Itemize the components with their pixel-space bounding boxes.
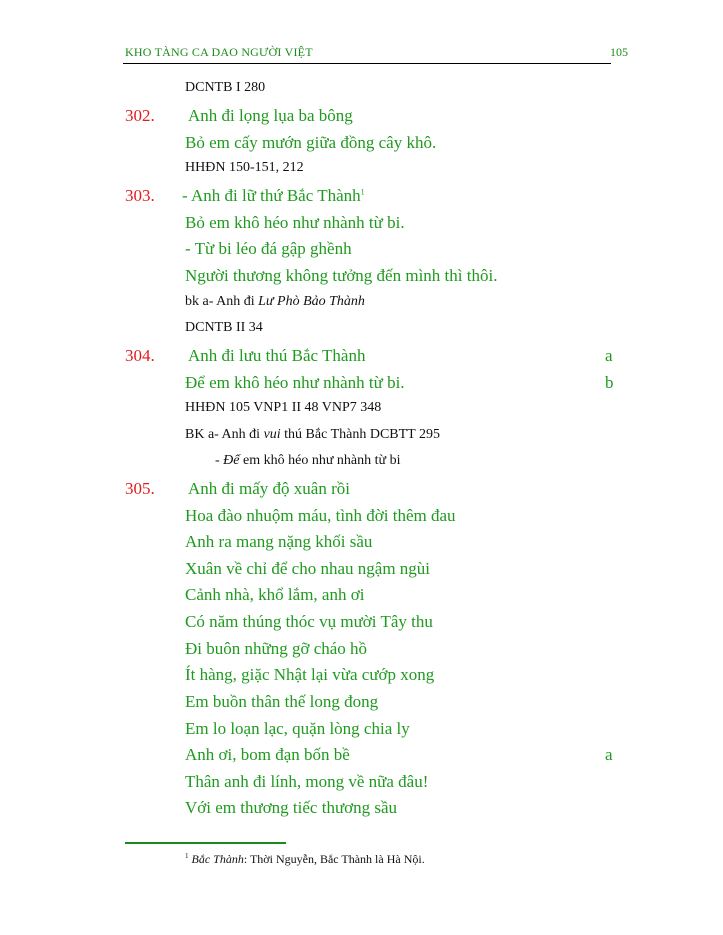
variant-prefix: BK a- Anh đi — [185, 427, 264, 442]
verse-line: Bỏ em cấy mướn giữa đồng cây khô. — [185, 133, 437, 152]
entry-number-304: 304. — [125, 346, 155, 365]
header-title: KHO TÀNG CA DAO NGƯỜI VIỆT — [125, 45, 313, 59]
verse-line: - Từ bi léo đá gập ghềnh — [185, 239, 352, 258]
footnote-marker: 1 — [360, 187, 365, 197]
verse-text: - Anh đi lữ thứ Bắc Thành — [182, 186, 361, 205]
rhyme-mark: a — [605, 745, 613, 764]
reference-line: HHĐN 150-151, 212 — [185, 160, 304, 175]
variant-suffix: thú Bắc Thành DCBTT 295 — [280, 427, 440, 442]
entry-number-303: 303. — [125, 186, 155, 205]
verse-line: Anh đi lọng lụa ba bông — [188, 106, 353, 125]
verse-line: Anh đi mấy độ xuân rồi — [188, 479, 350, 498]
verse-line: Với em thương tiếc thương sầu — [185, 798, 398, 817]
verse-line: Em lo loạn lạc, quặn lòng chia ly — [185, 719, 410, 738]
variant-italic: vui — [263, 427, 281, 442]
reference-line: DCNTB I 280 — [185, 80, 266, 95]
reference-line: DCNTB II 34 — [185, 320, 263, 335]
verse-line: Bỏ em khô héo như nhành từ bi. — [185, 213, 405, 232]
variant-italic: Để — [223, 453, 240, 468]
verse-line: Em buồn thân thế long đong — [185, 692, 379, 711]
page-number: 105 — [610, 45, 628, 59]
verse-line: Để em khô héo như nhành từ bi. — [185, 373, 405, 392]
footnote-mark: 1 — [185, 852, 189, 860]
rhyme-mark: a — [605, 346, 613, 365]
entry-number-305: 305. — [125, 479, 155, 498]
verse-line: Anh ra mang nặng khối sầu — [185, 532, 373, 551]
header-rule — [123, 63, 611, 64]
variant-suffix: em khô héo như nhành từ bi — [239, 453, 401, 468]
verse-line: Anh ơi, bom đạn bốn bề — [185, 745, 350, 764]
verse-line: Người thương không tưởng đến mình thì thôi. — [185, 266, 498, 285]
verse-line: Xuân về chỉ để cho nhau ngậm ngùi — [185, 559, 431, 578]
variant-prefix: - — [215, 453, 224, 468]
variant-line — [185, 427, 440, 443]
variant-line — [215, 453, 401, 469]
reference-line: HHĐN 105 VNP1 II 48 VNP7 348 — [185, 400, 382, 415]
variant-italic: Lư Phò Bảo Thành — [258, 294, 365, 309]
variant-line — [185, 294, 365, 310]
verse-line: Anh đi lưu thú Bắc Thành — [188, 346, 366, 365]
rhyme-mark: b — [605, 373, 614, 392]
footnote-term: Bắc Thành — [191, 852, 244, 866]
entry-number-302: 302. — [125, 106, 155, 125]
verse-line: Ít hàng, giặc Nhật lại vừa cướp xong — [185, 665, 435, 684]
footnote — [185, 852, 425, 867]
verse-line — [182, 186, 365, 206]
verse-line: Cảnh nhà, khổ lắm, anh ơi — [185, 585, 365, 604]
verse-line: Thân anh đi lính, mong về nữa đâu! — [185, 772, 429, 791]
variant-prefix: bk a- Anh đi — [185, 294, 259, 309]
verse-line: Hoa đào nhuộm máu, tình đời thêm đau — [185, 506, 456, 525]
footnote-text: : Thời Nguyễn, Bắc Thành là Hà Nội. — [243, 852, 425, 866]
footnote-rule — [125, 842, 286, 844]
verse-line: Có năm thúng thóc vụ mười Tây thu — [185, 612, 433, 631]
verse-line: Đi buôn những gỡ cháo hồ — [185, 639, 368, 658]
